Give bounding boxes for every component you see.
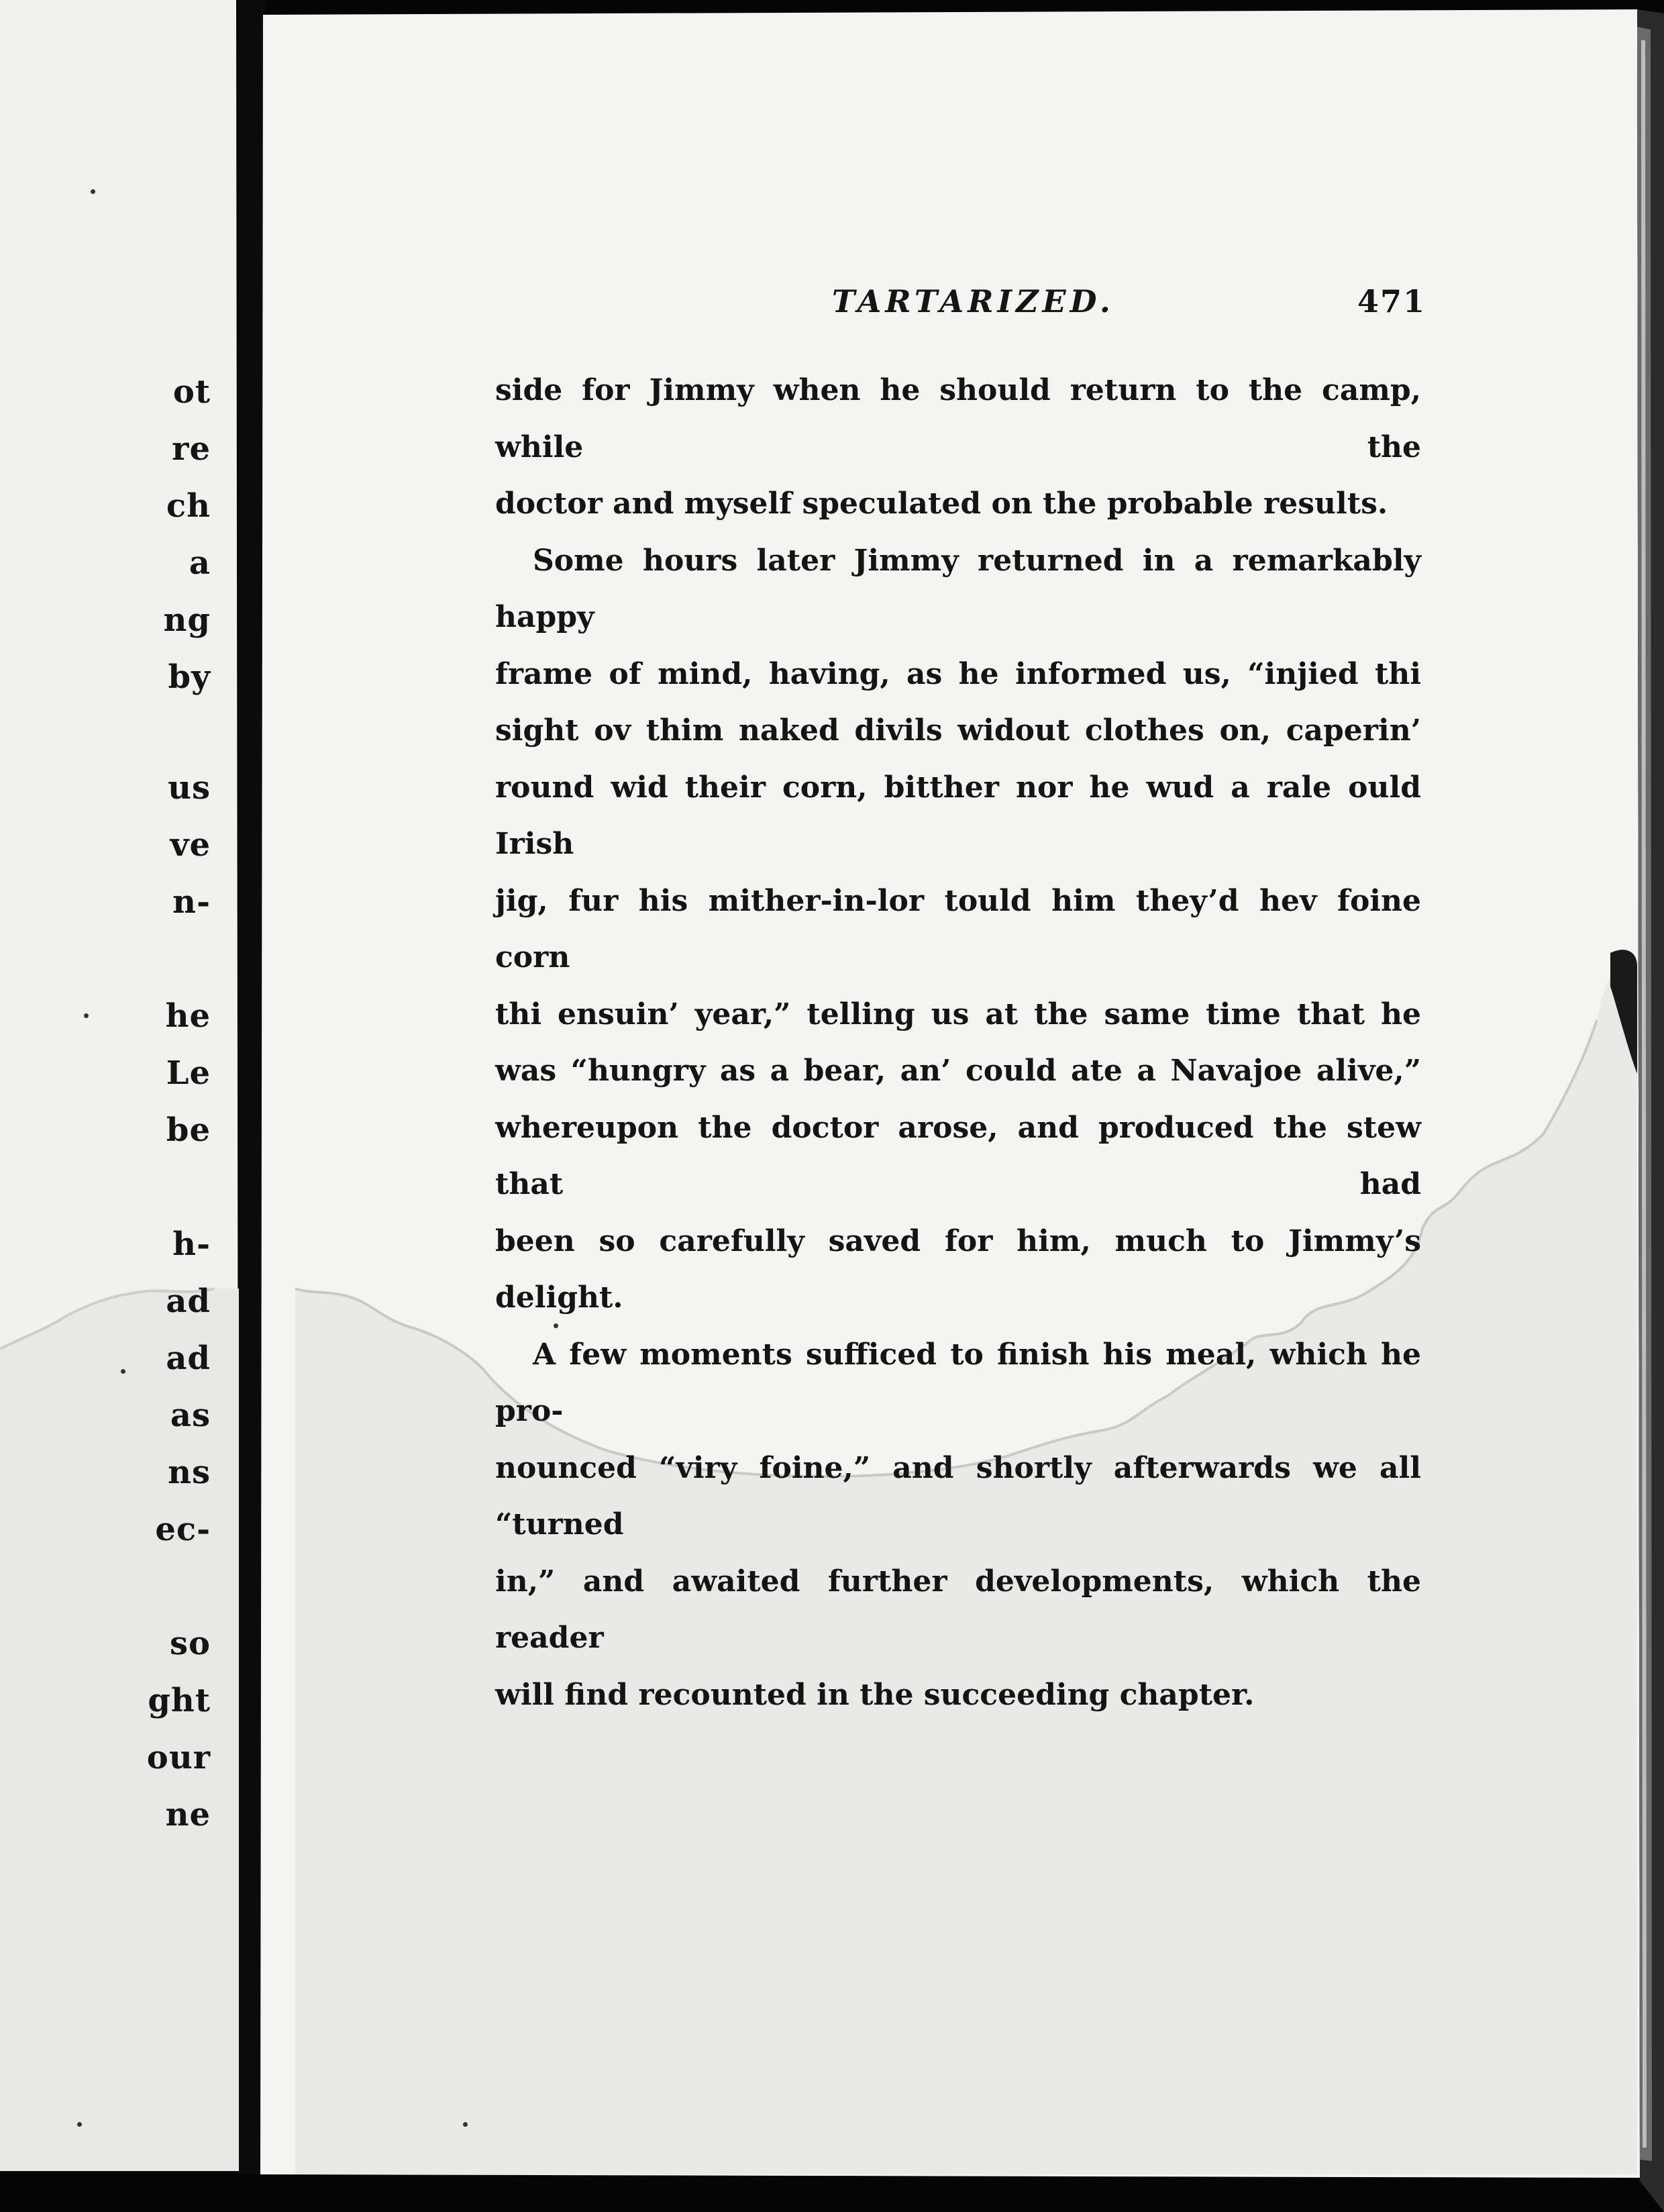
page-number: 471 [1357, 283, 1426, 319]
line: jig, fur his mither-in-lor tould him they’d hev foine corn [495, 883, 1421, 974]
line: side for Jimmy when he should return to the camp, while the [495, 373, 1421, 464]
line: Some hours later Jimmy returned in a remarkably happy [495, 543, 1421, 634]
speck [554, 1323, 558, 1328]
fragment: ad [166, 1283, 211, 1320]
speck [77, 2122, 82, 2127]
line: round wid their corn, bitther nor he wud a rale ould Irish [495, 770, 1421, 861]
line: frame of mind, having, as he informed us, “injied thi [495, 656, 1421, 691]
speck [91, 189, 95, 194]
fragment: as [170, 1397, 211, 1434]
fragment: ve [170, 826, 211, 864]
line: will find recounted in the succeeding chapter. [495, 1677, 1255, 1712]
speck [84, 1013, 89, 1018]
fragment: h- [172, 1225, 211, 1263]
line: doctor and myself speculated on the probable results. [495, 487, 1388, 521]
running-head [567, 275, 1426, 329]
fragment: ot [172, 373, 211, 411]
line: in,” and awaited further developments, which the reader [495, 1564, 1421, 1655]
fragment: n- [172, 883, 211, 921]
fragment: ght [148, 1682, 211, 1719]
speck [463, 2122, 468, 2127]
facing-page-fragments [0, 0, 235, 2168]
line: whereupon the doctor arose, and produced the stew that had [495, 1110, 1421, 1201]
fragment: a [189, 544, 211, 582]
line: A few moments sufficed to finish his meal, which he pro- [495, 1337, 1421, 1428]
fragment: ch [166, 487, 211, 525]
line: been so carefully saved for him, much to Jimmy’s delight. [495, 1223, 1421, 1315]
fragment: re [172, 430, 211, 468]
fragment: so [169, 1625, 211, 1662]
speck [121, 1369, 125, 1374]
fragment: by [168, 658, 211, 696]
fragment: our [146, 1739, 211, 1776]
fragment: he [165, 997, 211, 1035]
fragment: us [168, 769, 211, 807]
running-title: TARTARIZED. [832, 283, 1114, 319]
line: thi ensuin’ year,” telling us at the same time that he [495, 997, 1421, 1032]
body-text [495, 362, 1421, 1723]
fragment: ns [168, 1454, 211, 1491]
fragment: ad [166, 1340, 211, 1377]
line: nounced “viry foine,” and shortly afterwards we all “turned [495, 1450, 1421, 1542]
fragment: be [166, 1111, 211, 1149]
fragment: Le [166, 1054, 211, 1092]
fragment: ne [165, 1796, 211, 1833]
fragment: ec- [155, 1511, 211, 1548]
fragment: ng [163, 601, 211, 639]
line: sight ov thim naked divils widout clothes on, caperin’ [495, 713, 1421, 748]
line: was “hungry as a bear, an’ could ate a Navajoe alive,” [495, 1054, 1421, 1088]
